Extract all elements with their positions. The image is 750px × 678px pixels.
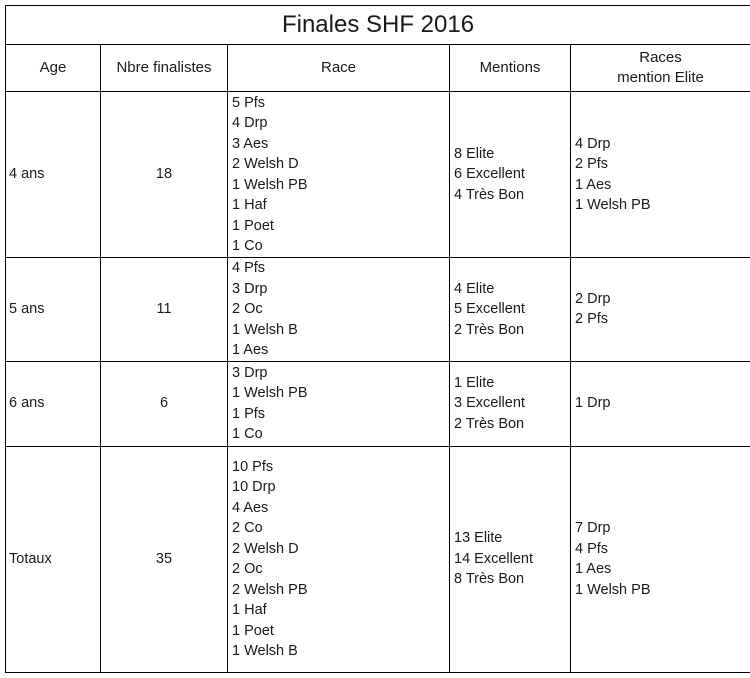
elite-race-item: 7 Drp	[575, 520, 611, 536]
table-row	[6, 361, 750, 446]
header-finalists: Nbre finalistes	[101, 45, 228, 92]
cell-races	[228, 361, 450, 446]
cell-elite-races	[571, 92, 750, 258]
race-item: 3 Aes	[232, 135, 269, 152]
cell-mentions	[450, 446, 571, 672]
race-item: 1 Poet	[232, 217, 274, 234]
elite-race-item: 1 Aes	[575, 561, 612, 577]
race-item: 4 Aes	[232, 499, 269, 516]
race-item: 1 Haf	[232, 602, 267, 618]
cell-elite-races	[571, 446, 750, 672]
elite-race-item: 1 Aes	[575, 176, 612, 193]
race-item: 3 Drp	[232, 280, 268, 297]
cell-age: 4 ans	[6, 92, 101, 258]
header-elite-line2: mention Elite	[617, 69, 704, 86]
cell-races	[228, 258, 450, 362]
elite-race-item: 2 Pfs	[575, 156, 609, 172]
race-item: 2 Welsh PB	[232, 581, 308, 598]
header-elite-line1: Races	[639, 49, 682, 66]
title-row	[6, 6, 750, 45]
cell-races	[228, 446, 450, 672]
race-item: 1 Haf	[232, 197, 267, 213]
race-item: 5 Pfs	[232, 94, 266, 111]
race-item: 1 Co	[232, 426, 263, 442]
mention-item: 4 Elite	[454, 280, 495, 297]
race-item: 10 Pfs	[232, 458, 274, 475]
mention-item: 2 Très Bon	[454, 415, 525, 432]
cell-mentions	[450, 92, 571, 258]
race-item: 1 Pfs	[232, 405, 266, 422]
elite-race-item: 1 Welsh PB	[575, 197, 651, 213]
cell-age: Totaux	[6, 446, 101, 672]
elite-race-item: 4 Pfs	[575, 540, 609, 557]
race-item: 10 Drp	[232, 479, 276, 495]
race-item: 3 Drp	[232, 364, 268, 381]
cell-finalists: 35	[101, 446, 228, 672]
header-race: Race	[228, 45, 450, 92]
mention-item: 14 Excellent	[454, 550, 533, 567]
race-item: 2 Oc	[232, 301, 263, 317]
header-elite-races	[571, 45, 750, 92]
mention-item: 8 Très Bon	[454, 571, 525, 588]
cell-finalists: 18	[101, 92, 228, 258]
cell-mentions	[450, 258, 571, 362]
elite-race-item: 2 Drp	[575, 290, 611, 307]
mention-item: 6 Excellent	[454, 166, 525, 183]
mention-item: 13 Elite	[454, 530, 503, 547]
cell-age: 5 ans	[6, 258, 101, 362]
table-row	[6, 258, 750, 362]
results-table	[5, 5, 750, 673]
race-item: 1 Poet	[232, 622, 274, 639]
header-row	[6, 45, 750, 92]
race-item: 1 Welsh PB	[232, 385, 308, 401]
race-item: 1 Aes	[232, 342, 269, 358]
mention-item: 3 Excellent	[454, 395, 525, 412]
cell-elite-races	[571, 258, 750, 362]
elite-race-item: 1 Drp	[575, 395, 611, 412]
race-item: 4 Pfs	[232, 260, 266, 276]
mention-item: 2 Très Bon	[454, 321, 525, 338]
race-item: 1 Welsh B	[232, 643, 298, 659]
cell-finalists: 6	[101, 361, 228, 446]
race-item: 4 Drp	[232, 115, 268, 131]
elite-race-item: 1 Welsh PB	[575, 581, 651, 598]
race-item: 1 Co	[232, 238, 263, 254]
elite-race-item: 4 Drp	[575, 135, 611, 152]
table-body	[6, 92, 750, 673]
cell-mentions	[450, 361, 571, 446]
table-row	[6, 92, 750, 258]
mention-item: 1 Elite	[454, 374, 495, 391]
cell-age: 6 ans	[6, 361, 101, 446]
race-item: 1 Welsh PB	[232, 176, 308, 193]
mention-item: 5 Excellent	[454, 301, 525, 317]
race-item: 2 Welsh D	[232, 156, 299, 172]
cell-elite-races	[571, 361, 750, 446]
race-item: 2 Co	[232, 520, 263, 536]
mention-item: 4 Très Bon	[454, 186, 525, 203]
results-table-container	[5, 5, 750, 673]
mention-item: 8 Elite	[454, 145, 495, 162]
header-age: Age	[6, 45, 101, 92]
race-item: 2 Oc	[232, 561, 263, 577]
table-title: Finales SHF 2016	[6, 6, 750, 45]
table-row	[6, 446, 750, 672]
elite-race-item: 2 Pfs	[575, 311, 609, 328]
race-item: 1 Welsh B	[232, 321, 298, 338]
header-mentions: Mentions	[450, 45, 571, 92]
race-item: 2 Welsh D	[232, 540, 299, 557]
cell-races	[228, 92, 450, 258]
cell-finalists: 11	[101, 258, 228, 362]
